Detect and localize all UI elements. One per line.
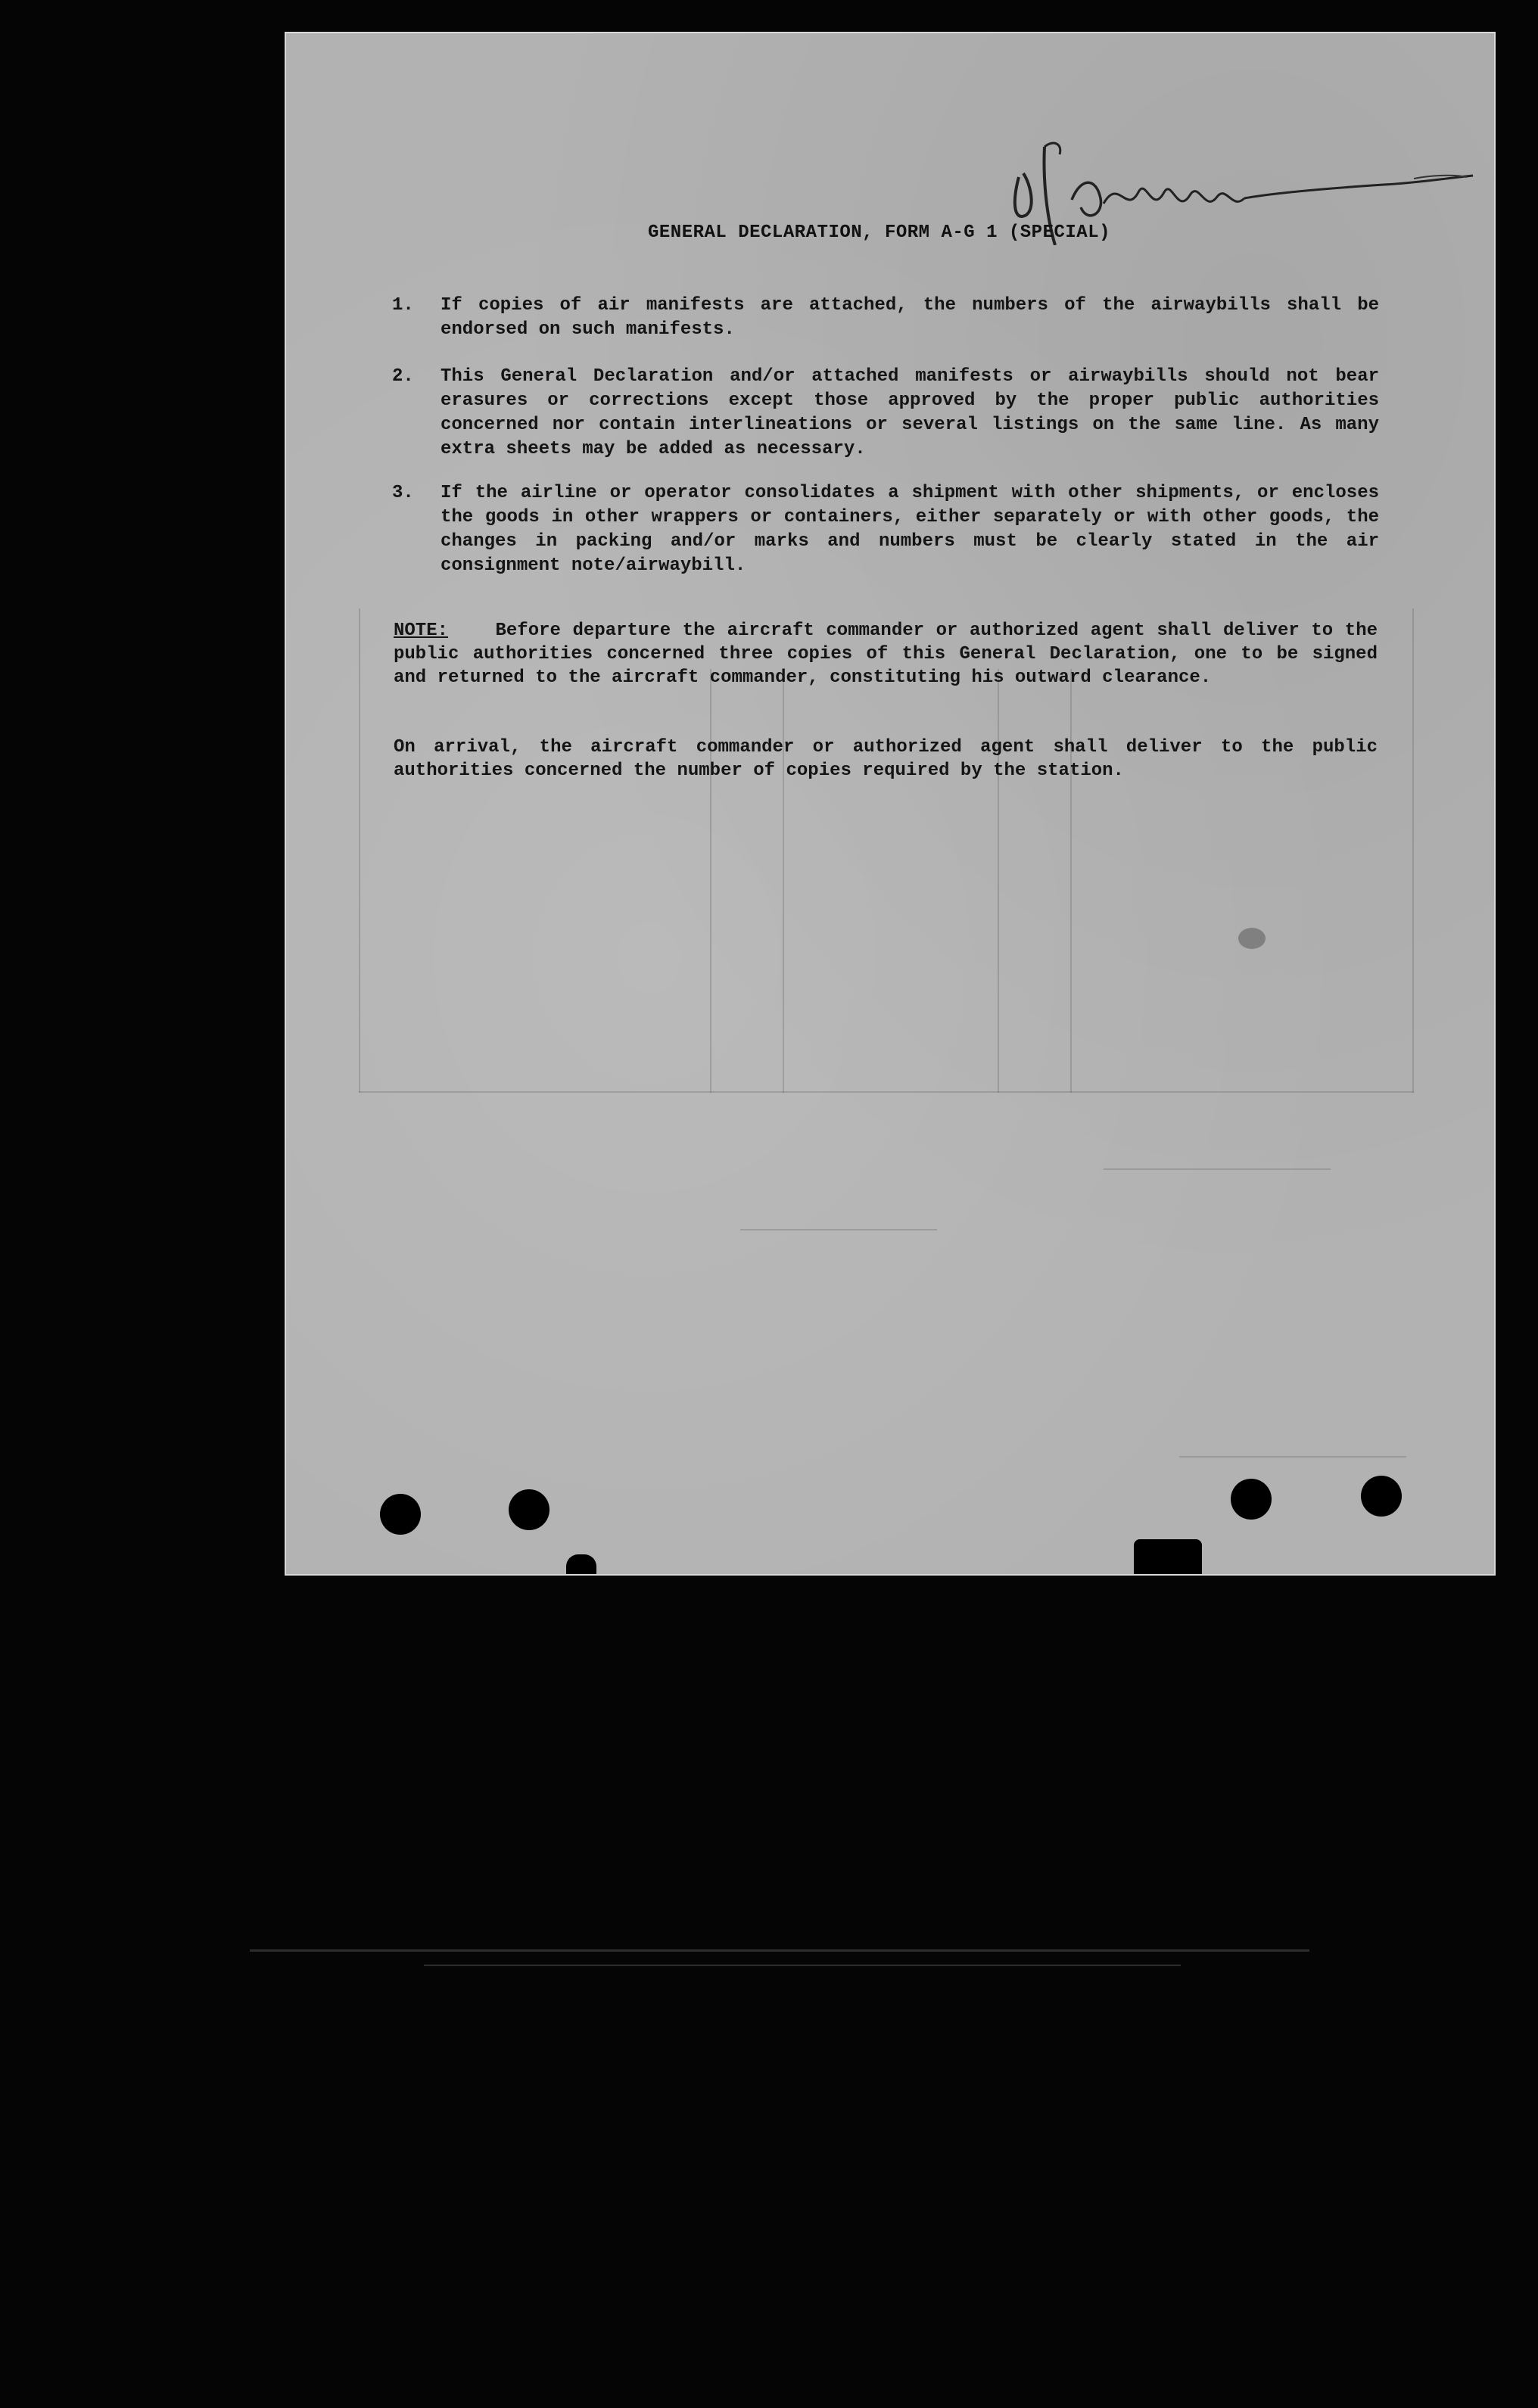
list-item bbox=[392, 365, 1384, 462]
note-text: Before departure the aircraft commander or authorized agent shall deliver to the public authorities concerned three copies of this General Declaration, one to be signed and returned to the aircraft commander, constituting his outward clearance. bbox=[394, 621, 1378, 688]
item-text: This General Declaration and/or attached manifests or airwaybills should not bear erasures or corrections except those approved by the proper public authorities concerned nor contain interlineations or several listings on the same line. As many extra sheets may be added as necessary. bbox=[441, 366, 1379, 459]
ghost-table-col3 bbox=[998, 669, 999, 1093]
ghost-rule-2 bbox=[1179, 1456, 1406, 1458]
ghost-table-right bbox=[1412, 608, 1414, 1093]
ghost-rule-1 bbox=[1104, 1168, 1331, 1170]
edge-tear bbox=[1134, 1539, 1202, 1576]
punch-hole bbox=[1361, 1476, 1402, 1517]
scan-streak bbox=[250, 1949, 1309, 1952]
ghost-table-col4 bbox=[1070, 669, 1072, 1093]
ghost-table-col2 bbox=[783, 669, 784, 1093]
document-page bbox=[285, 32, 1496, 1576]
item-number: 3. bbox=[392, 483, 414, 503]
punch-hole bbox=[509, 1489, 550, 1530]
item-text: If the airline or operator consolidates a shipment with other shipments, or encloses the goods in other wrappers or containers, either separately or with other goods, the changes in packing and/or marks and numbers must be clearly stated in the air consignment note/airwaybill. bbox=[441, 483, 1379, 576]
list-item bbox=[392, 294, 1384, 342]
edge-tear bbox=[566, 1554, 596, 1576]
list-item bbox=[392, 481, 1384, 578]
ghost-table-left bbox=[359, 608, 360, 1093]
scan-streak bbox=[424, 1965, 1181, 1966]
arrival-paragraph: On arrival, the aircraft commander or authorized agent shall deliver to the public authorities concerned the number of copies required by the station. bbox=[394, 737, 1378, 781]
item-text: If copies of air manifests are attached, the numbers of the airwaybills shall be endorsed on such manifests. bbox=[441, 295, 1379, 340]
ghost-table-col1 bbox=[710, 669, 711, 1093]
ink-blot bbox=[1238, 928, 1266, 949]
note-label: NOTE: bbox=[394, 621, 449, 641]
ghost-rule-3 bbox=[740, 1229, 937, 1230]
punch-hole bbox=[1231, 1479, 1272, 1520]
item-number: 2. bbox=[392, 366, 414, 387]
item-number: 1. bbox=[392, 295, 414, 316]
document-title: GENERAL DECLARATION, FORM A-G 1 (SPECIAL) bbox=[648, 222, 1110, 243]
note-paragraph bbox=[394, 619, 1378, 689]
punch-hole bbox=[380, 1494, 421, 1535]
ghost-table-bottom bbox=[359, 1091, 1414, 1093]
